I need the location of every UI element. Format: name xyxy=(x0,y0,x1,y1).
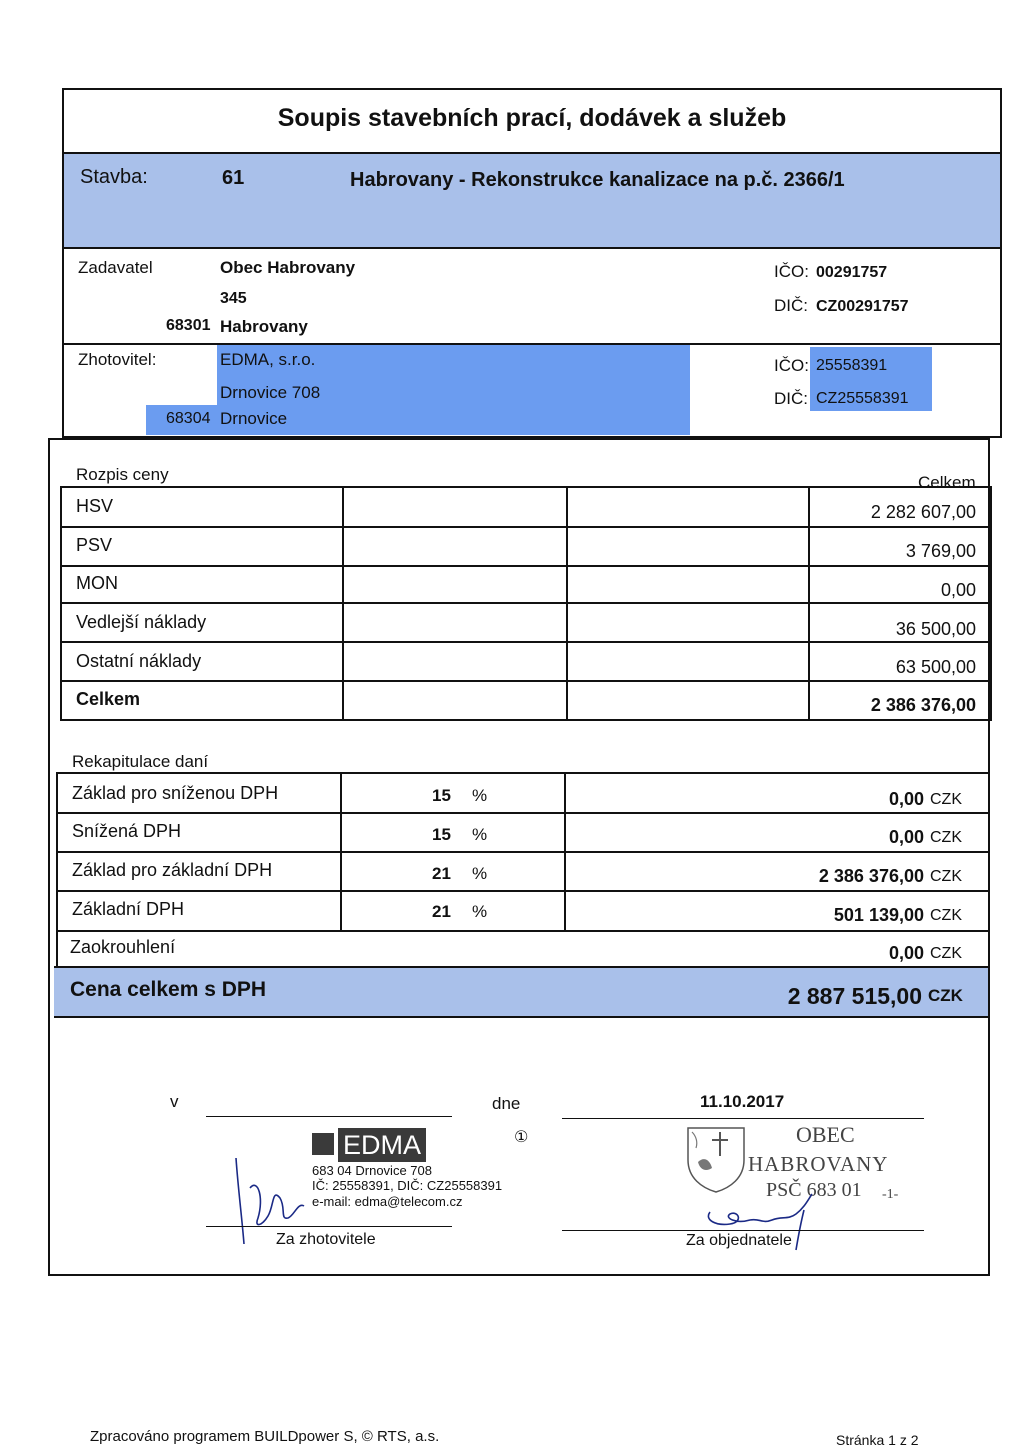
dane-row-zaokrouhleni-cur: CZK xyxy=(930,945,962,962)
dane-row-snizena-label: Snížená DPH xyxy=(72,821,182,841)
dane-row-zaklad-zakladni-label: Základ pro základní DPH xyxy=(72,860,273,880)
zhotovitel-name: EDMA, s.r.o. xyxy=(220,350,316,369)
rozpis-row-hsv-label: HSV xyxy=(76,496,114,516)
zhotovitel-dic-label: DIČ: xyxy=(774,389,808,408)
obec-coat-of-arms xyxy=(680,1122,752,1196)
zadavatel-street: 345 xyxy=(220,290,247,307)
zhotovitel-zip: 68304 xyxy=(166,410,211,427)
zhotovitel-street: Drnovice 708 xyxy=(220,383,321,402)
stavba-name: Habrovany - Rekonstrukce kanalizace na p.č. 2366/1 xyxy=(350,169,845,191)
dane-row-snizena-pct: % xyxy=(472,825,488,844)
obec-stamp-line1: OBEC xyxy=(796,1122,855,1147)
document-title: Soupis stavebních prací, dodávek a služeb xyxy=(277,104,787,132)
zadavatel-city: Habrovany xyxy=(220,317,308,336)
zhotovitel-ico: 25558391 xyxy=(816,357,888,374)
date-label: dne xyxy=(492,1094,521,1113)
footer-right: Stránka 1 z 2 xyxy=(836,1432,919,1448)
rozpis-row-vedlejsi-value: 36 500,00 xyxy=(895,619,976,639)
cena-label: Cena celkem s DPH xyxy=(70,978,267,1001)
date-value: 11.10.2017 xyxy=(700,1092,785,1111)
stavba-label: Stavba: xyxy=(80,166,148,188)
zhotovitel-ico-label: IČO: xyxy=(774,356,809,375)
dane-row-snizena-value: 0,00 xyxy=(888,827,924,847)
dane-row-zaklad-snizena-pct: % xyxy=(472,786,488,805)
place-label: v xyxy=(170,1092,179,1111)
zadavatel-ico: 00291757 xyxy=(816,264,888,281)
rozpis-row-celkem-value: 2 386 376,00 xyxy=(870,695,976,715)
dane-row-zaklad-snizena-cur: CZK xyxy=(930,791,962,808)
dane-heading: Rekapitulace daní xyxy=(72,752,209,771)
footer-left: Zpracováno programem BUILDpower S, © RTS, a.s. xyxy=(90,1428,440,1445)
edma-stamp-line2: IČ: 25558391, DIČ: CZ25558391 xyxy=(312,1178,503,1193)
dane-row-zaklad-snizena-rate: 15 xyxy=(432,786,451,805)
rozpis-total-header: Celkem xyxy=(918,473,976,492)
dane-row-zaklad-snizena-value: 0,00 xyxy=(888,789,924,809)
edma-stamp-line3: e-mail: edma@telecom.cz xyxy=(312,1194,463,1209)
dane-row-zakladni-cur: CZK xyxy=(930,907,962,924)
zhotovitel-label: Zhotovitel: xyxy=(78,350,157,369)
edma-logo xyxy=(338,1128,426,1162)
rozpis-row-ostatni-label: Ostatní náklady xyxy=(76,651,202,671)
dane-row-snizena-rate: 15 xyxy=(432,825,451,844)
dane-row-zaklad-zakladni-pct: % xyxy=(472,864,488,883)
stavba-code: 61 xyxy=(222,167,245,189)
dane-row-snizena-cur: CZK xyxy=(930,829,962,846)
client-line xyxy=(562,1230,924,1231)
rozpis-heading: Rozpis ceny xyxy=(76,465,169,484)
za-zhotovitele: Za zhotovitele xyxy=(276,1231,376,1248)
place-line xyxy=(206,1116,452,1117)
rozpis-row-hsv-value: 2 282 607,00 xyxy=(870,502,976,522)
dane-row-zakladni-rate: 21 xyxy=(432,902,451,921)
cena-currency: CZK xyxy=(928,986,963,1005)
rozpis-row-celkem-label: Celkem xyxy=(76,689,141,709)
dane-row-zakladni-label: Základní DPH xyxy=(72,899,185,919)
zhotovitel-dic: CZ25558391 xyxy=(816,390,909,407)
date-line xyxy=(562,1118,924,1119)
dane-row-zaokrouhleni-label: Zaokrouhlení xyxy=(70,937,176,957)
contractor-line xyxy=(206,1226,452,1227)
zadavatel-zip: 68301 xyxy=(166,317,211,334)
dane-row-zaklad-snizena-label: Základ pro sníženou DPH xyxy=(72,783,279,803)
edma-logo-text: EDMA xyxy=(342,1130,421,1160)
dane-row-zaklad-zakladni-cur: CZK xyxy=(930,868,962,885)
dane-row-zaklad-zakladni-rate: 21 xyxy=(432,864,451,883)
dane-row-zaokrouhleni-value: 0,00 xyxy=(888,943,924,963)
obec-stamp-mark: -1- xyxy=(882,1187,899,1202)
cena-value: 2 887 515,00 xyxy=(787,983,922,1009)
rozpis-row-psv-label: PSV xyxy=(76,535,113,555)
za-objednatele: Za objednatele xyxy=(686,1232,792,1249)
rozpis-row-mon-label: MON xyxy=(76,573,118,593)
obec-stamp-line3: PSČ 683 01 xyxy=(766,1179,862,1201)
rozpis-row-vedlejsi-label: Vedlejší náklady xyxy=(76,612,207,632)
zadavatel-ico-label: IČO: xyxy=(774,262,809,281)
rozpis-row-ostatni-value: 63 500,00 xyxy=(895,657,976,677)
dane-row-zaklad-zakladni-value: 2 386 376,00 xyxy=(818,866,924,886)
rozpis-row-mon-value: 0,00 xyxy=(940,580,976,600)
zadavatel-label: Zadavatel xyxy=(78,258,153,277)
zhotovitel-city: Drnovice xyxy=(220,409,288,428)
circle-mark: ① xyxy=(514,1129,529,1146)
zadavatel-dic: CZ00291757 xyxy=(816,298,909,315)
zadavatel-dic-label: DIČ: xyxy=(774,296,808,315)
rozpis-row-psv-value: 3 769,00 xyxy=(905,541,976,561)
zadavatel-name: Obec Habrovany xyxy=(220,258,356,277)
stavba-band xyxy=(64,152,1000,248)
dane-row-zakladni-pct: % xyxy=(472,902,488,921)
edma-stamp-line1: 683 04 Drnovice 708 xyxy=(312,1163,432,1178)
obec-stamp-line2: HABROVANY xyxy=(748,1152,889,1176)
dane-row-zakladni-value: 501 139,00 xyxy=(833,905,924,925)
